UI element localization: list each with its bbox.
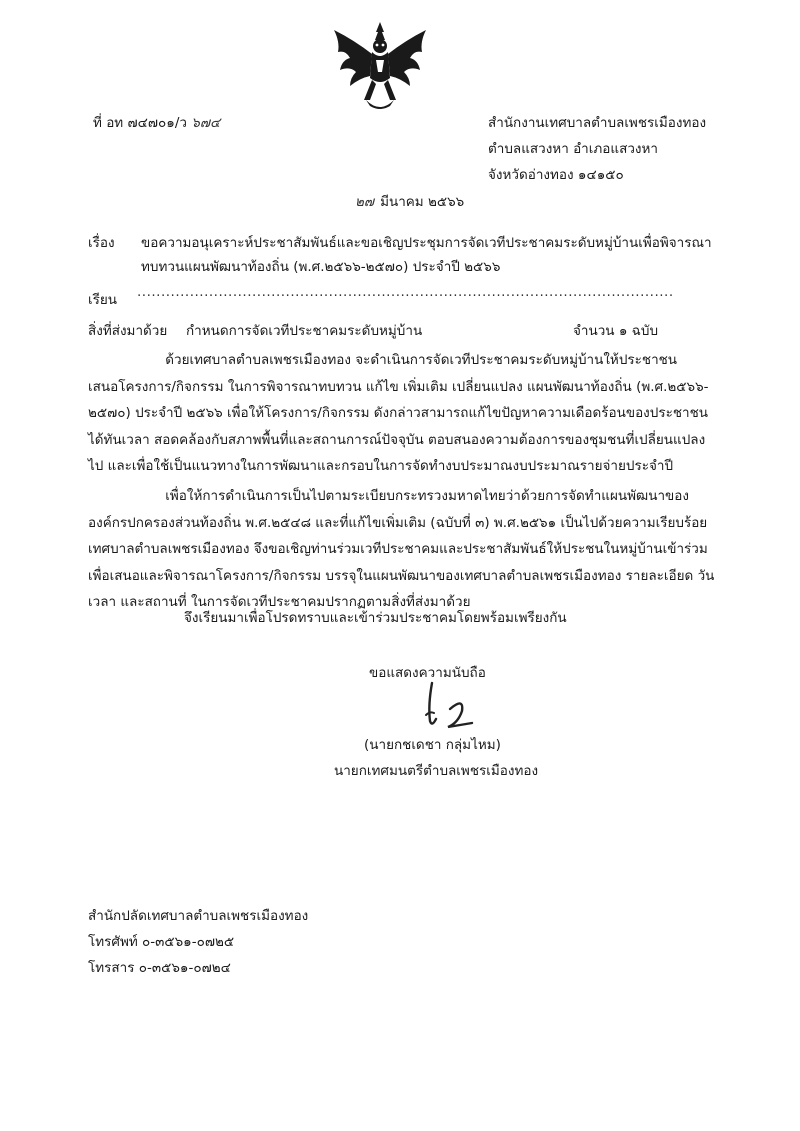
paragraph-line: ด้วยเทศบาลตำบลเพชรเมืองทอง จะดำเนินการจัดเวทีประชาคมระดับหมู่บ้านให้ประชาชน (88, 352, 678, 368)
body-paragraph-1 (88, 347, 712, 480)
footer-fax: โทรสาร ๐-๓๕๖๑-๐๗๒๔ (88, 960, 231, 976)
reference-prefix: ที่ อท ๗๔๗๐๑/ว (93, 115, 187, 131)
footer-department: สำนักปลัดเทศบาลตำบลเพชรเมืองทอง (88, 908, 309, 924)
handwritten-signature (420, 675, 480, 730)
office-province: จังหวัดอ่างทอง ๑๔๑๕๐ (488, 167, 624, 183)
paragraph-line: ได้ทันเวลา สอดคล้องกับสภาพพื้นที่และสถานการณ์ปัจจุบัน ตอบสนองความต้องการของชุมชนที่เปลี่ยนแปลง (88, 431, 706, 448)
office-name: สำนักงานเทศบาลตำบลเพชรเมืองทอง (488, 115, 707, 131)
office-subdistrict: ตำบลแสวงหา อำเภอแสวงหา (488, 141, 658, 157)
recipient-blank-line: ................................................................................................................ (137, 284, 674, 300)
body-paragraph-2 (88, 483, 715, 616)
subject-line-1: ขอความอนุเคราะห์ประชาสัมพันธ์และขอเชิญประชุมการจัดเวทีประชาคมระดับหมู่บ้านเพื่อพิจารณา (141, 235, 712, 251)
reference-handwritten: ๖๗๔ (191, 115, 221, 131)
enclosure-label: สิ่งที่ส่งมาด้วย (88, 323, 168, 339)
date-day-handwritten: ๒๗ (355, 194, 375, 210)
paragraph-line: เทศบาลตำบลเพชรเมืองทอง จึงขอเชิญท่านร่วมเวทีประชาคมและประชาสัมพันธ์ให้ประชนในหมู่บ้านเข้าร่วม (88, 541, 708, 557)
dear-label: เรียน (88, 292, 118, 308)
paragraph-line: เวลา และสถานที่ ในการจัดเวทีประชาคมปรากฏตามสิ่งที่ส่งมาด้วย (88, 594, 471, 610)
footer-phone: โทรศัพท์ ๐-๓๕๖๑-๐๗๒๕ (88, 934, 235, 950)
paragraph-line: เพื่อเสนอและพิจารณาโครงการ/กิจกรรม บรรจุในแผนพัฒนาของเทศบาลตำบลเพชรเมืองทอง รายละเอียด วัน (88, 567, 715, 584)
subject-line-2: ทบทวนแผนพัฒนาท้องถิ่น (พ.ศ.๒๕๖๖-๒๕๗๐) ประจำปี ๒๕๖๖ (141, 259, 501, 275)
signer-name: (นายกชเดชา กลุ่มไหม) (364, 737, 501, 753)
enclosure-item: กำหนดการจัดเวทีประชาคมระดับหมู่บ้าน (186, 323, 423, 339)
date-month-year: มีนาคม ๒๕๖๖ (380, 194, 465, 210)
garuda-emblem-icon (326, 20, 434, 115)
closing-salutation: ขอแสดงความนับถือ (369, 665, 486, 681)
reference-number (93, 111, 220, 133)
paragraph-line: ๒๕๗๐) ประจำปี ๒๕๖๖ เพื่อให้โครงการ/กิจกรรม ดังกล่าวสามารถแก้ไขปัญหาความเดือดร้อนของประชาชน (88, 405, 708, 421)
letter-date (355, 190, 464, 212)
enclosure-count: จำนวน ๑ ฉบับ (573, 323, 659, 339)
paragraph-line: เสนอโครงการ/กิจกรรม ในการพิจารณาทบทวน แก้ไข เพิ่มเติม เปลี่ยนแปลง แผนพัฒนาท้องถิ่น (พ.ศ.๒๕๖๖- (88, 378, 709, 395)
paragraph-line: เพื่อให้การดำเนินการเป็นไปตามระเบียบกระทรวงมหาดไทยว่าด้วยการจัดทำแผนพัฒนาของ (88, 488, 689, 504)
closing-request: จึงเรียนมาเพื่อโปรดทราบและเข้าร่วมประชาคมโดยพร้อมเพรียงกัน (184, 610, 567, 626)
signer-position: นายกเทศมนตรีตำบลเพชรเมืองทอง (334, 763, 539, 779)
subject-label: เรื่อง (88, 235, 115, 251)
paragraph-line: ไป และเพื่อใช้เป็นแนวทางในการพัฒนาและกรอบในการจัดทำงบประมาณงบประมาณรายจ่ายประจำปี (88, 458, 674, 474)
paragraph-line: องค์กรปกครองส่วนท้องถิ่น พ.ศ.๒๕๔๘ และที่แก้ไขเพิ่มเติม (ฉบับที่ ๓) พ.ศ.๒๕๖๑ เป็นไปด้วยความเรียบร้อย (88, 514, 708, 531)
